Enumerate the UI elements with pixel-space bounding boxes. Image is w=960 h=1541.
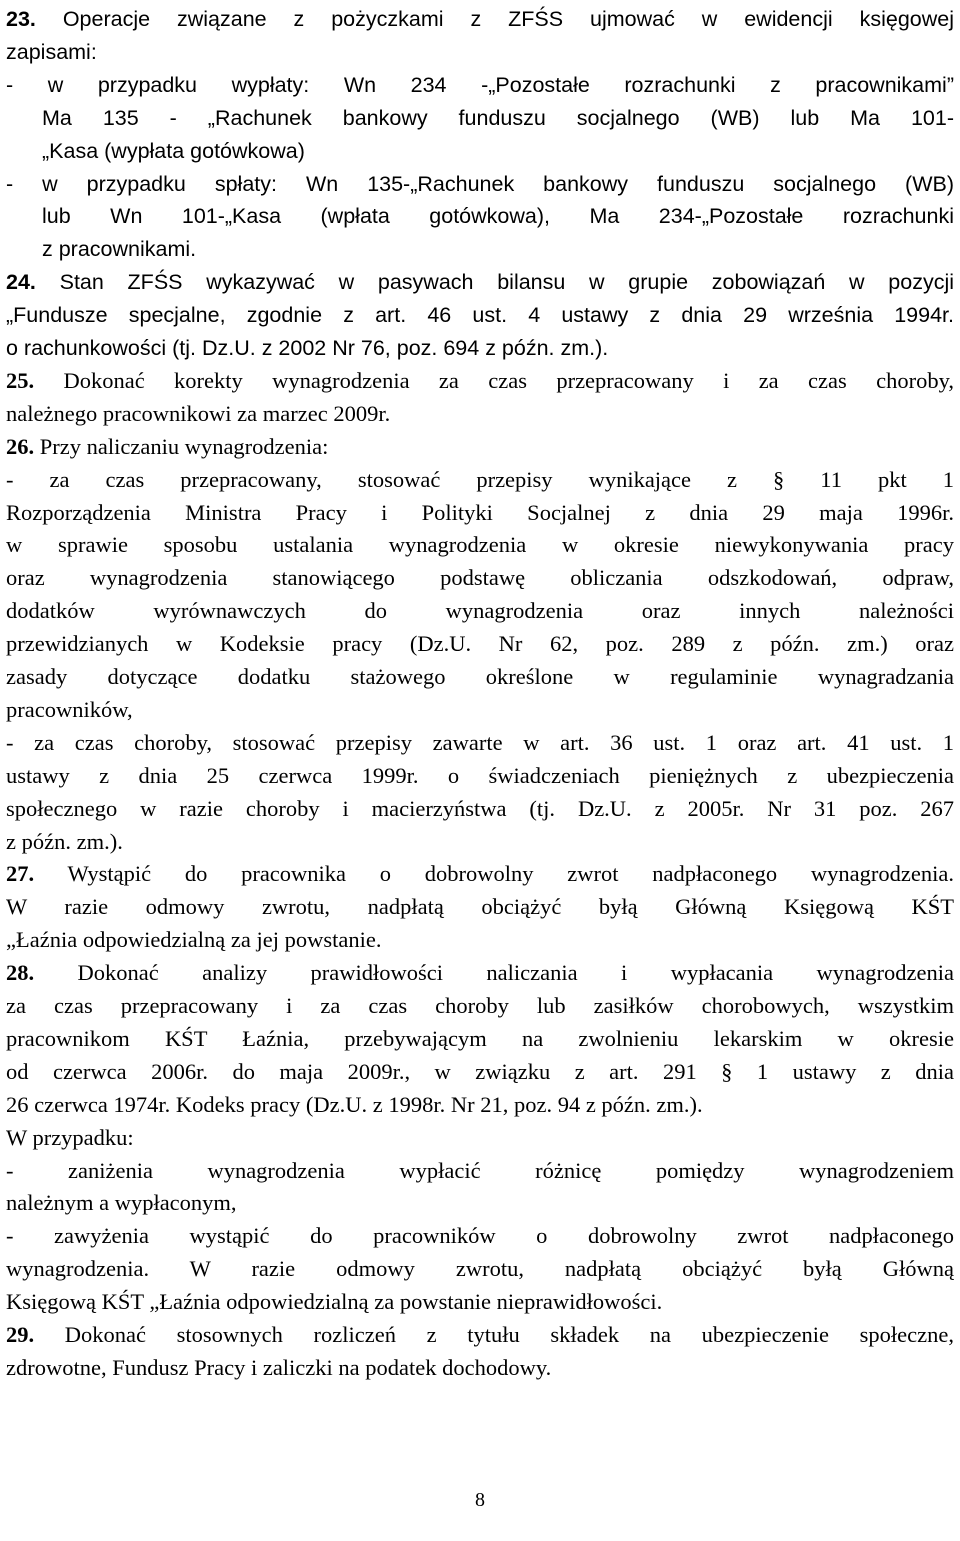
line-text: Księgową KŚT „Łaźnia odpowiedzialną za powstanie nieprawidłowości. xyxy=(6,1289,663,1315)
page-number: 8 xyxy=(475,1489,485,1511)
text-line xyxy=(6,596,954,626)
item-number: 24. xyxy=(6,270,36,295)
line-text: zapisami: xyxy=(6,39,97,64)
line-text: W razie odmowy zwrotu, nadpłatą obciążyć byłą Główną Księgową KŚT xyxy=(6,894,954,920)
line-text: dodatków wyrównawczych do wynagrodzenia oraz innych należności xyxy=(6,598,954,624)
line-text: Dokonać korekty wynagrodzenia za czas przepracowany i za czas choroby, xyxy=(34,367,954,393)
line-text: za czas przepracowany i za czas choroby lub zasiłków chorobowych, wszystkim xyxy=(6,993,954,1018)
line-text: „Łaźnia odpowiedzialną za jej powstanie. xyxy=(6,927,382,953)
line-text: wynagrodzenia. W razie odmowy zwrotu, nadpłatą obciążyć byłą Główną xyxy=(6,1256,954,1282)
text-line xyxy=(6,4,954,34)
line-text: należnym a wypłaconym, xyxy=(6,1190,237,1216)
line-text: Wystąpić do pracownika o dobrowolny zwrot nadpłaconego wynagrodzenia. xyxy=(34,861,954,887)
text-line xyxy=(6,892,954,922)
text-line xyxy=(42,103,954,133)
line-text: oraz wynagrodzenia stanowiącego podstawę obliczania odszkodowań, odpraw, xyxy=(6,565,954,591)
line-text: Przy naliczaniu wynagrodzenia: xyxy=(34,433,329,459)
line-text: z późn. zm.). xyxy=(6,828,123,854)
line-text: - w przypadku wypłaty: Wn 234 -„Pozostałe rozrachunki z pracownikami” xyxy=(6,72,954,97)
text-line xyxy=(42,136,954,166)
text-line xyxy=(6,1287,954,1317)
text-line xyxy=(6,1123,954,1153)
text-line xyxy=(6,333,954,363)
line-text: - za czas przepracowany, stosować przepisy wynikające z § 11 pkt 1 xyxy=(6,466,954,492)
line-text: społecznego w razie choroby i macierzyństwa (tj. Dz.U. z 2005r. Nr 31 poz. 267 xyxy=(6,795,954,821)
text-line xyxy=(6,37,954,67)
text-line xyxy=(6,827,954,857)
line-text: w sprawie sposobu ustalania wynagrodzenia w okresie niewykonywania pracy xyxy=(6,532,954,558)
line-text: „Fundusze specjalne, zgodnie z art. 46 ust. 4 ustawy z dnia 29 września 1994r. xyxy=(6,303,954,328)
text-line xyxy=(6,169,954,199)
text-line xyxy=(6,859,954,889)
text-line xyxy=(6,958,954,988)
line-text: Dokonać analizy prawidłowości naliczania i wypłacania wynagrodzenia xyxy=(34,960,954,986)
text-line xyxy=(6,267,954,297)
item-number: 23. xyxy=(6,7,36,31)
line-text: z pracownikami. xyxy=(42,237,197,262)
line-text: ustawy z dnia 25 czerwca 1999r. o świadczeniach pieniężnych z ubezpieczenia xyxy=(6,762,954,788)
line-text: Dokonać stosownych rozliczeń z tytułu składek na ubezpieczenie społeczne, xyxy=(34,1322,954,1347)
text-line xyxy=(6,991,954,1021)
text-line xyxy=(42,201,954,231)
text-line xyxy=(6,1254,954,1284)
line-text: 26 czerwca 1974r. Kodeks pracy (Dz.U. z 1998r. Nr 21, poz. 94 z późn. zm.). xyxy=(6,1091,703,1117)
line-text: - za czas choroby, stosować przepisy zawarte w art. 36 ust. 1 oraz art. 41 ust. 1 xyxy=(6,729,954,755)
line-text: pracownikom KŚT Łaźnia, przebywającym na zwolnieniu lekarskim w okresie xyxy=(6,1025,954,1051)
line-text: zdrowotne, Fundusz Pracy i zaliczki na podatek dochodowy. xyxy=(6,1354,552,1380)
text-line xyxy=(6,1057,954,1087)
item-number: 29. xyxy=(6,1322,35,1347)
line-text: od czerwca 2006r. do maja 2009r., w związku z art. 291 § 1 ustawy z dnia xyxy=(6,1058,954,1084)
text-line xyxy=(6,498,954,528)
text-line xyxy=(6,1090,954,1120)
text-line xyxy=(6,1353,954,1383)
text-line xyxy=(6,432,954,462)
text-line xyxy=(6,695,954,725)
text-line xyxy=(6,399,954,429)
item-number: 26. xyxy=(6,433,35,459)
line-text: W przypadku: xyxy=(6,1124,134,1150)
line-text: - zaniżenia wynagrodzenia wypłacić różnicę pomiędzy wynagrodzeniem xyxy=(6,1157,954,1183)
line-text: przewidzianych w Kodeksie pracy (Dz.U. Nr 62, poz. 289 z późn. zm.) oraz xyxy=(6,631,954,657)
line-text: Rozporządzenia Ministra Pracy i Polityki Socjalnej z dnia 29 maja 1996r. xyxy=(6,499,954,525)
line-text: Ma 135 - „Rachunek bankowy funduszu socjalnego (WB) lub Ma 101- xyxy=(42,105,954,130)
text-line xyxy=(6,300,954,330)
text-line xyxy=(6,563,954,593)
line-text: „Kasa (wypłata gotówkowa) xyxy=(42,138,305,163)
text-line xyxy=(6,728,954,758)
text-line xyxy=(6,662,954,692)
item-number: 28. xyxy=(6,960,35,986)
line-text: zasady dotyczące dodatku stażowego określone w regulaminie wynagradzania xyxy=(6,664,954,689)
line-text: lub Wn 101-„Kasa (wpłata gotówkowa), Ma 234-„Pozostałe rozrachunki xyxy=(42,204,954,229)
text-line xyxy=(6,1320,954,1350)
line-text: - w przypadku spłaty: Wn 135-„Rachunek bankowy funduszu socjalnego (WB) xyxy=(6,171,954,196)
text-line xyxy=(6,465,954,495)
line-text: Stan ZFŚS wykazywać w pasywach bilansu w grupie zobowiązań w pozycji xyxy=(35,270,954,295)
line-text: należnego pracownikowi za marzec 2009r. xyxy=(6,400,391,426)
item-number: 25. xyxy=(6,367,35,393)
item-number: 27. xyxy=(6,861,35,887)
text-line xyxy=(6,925,954,955)
text-line xyxy=(6,1156,954,1186)
text-line xyxy=(6,366,954,396)
line-text: o rachunkowości (tj. Dz.U. z 2002 Nr 76, poz. 694 z późn. zm.). xyxy=(6,336,609,360)
line-text: - zawyżenia wystąpić do pracowników o dobrowolny zwrot nadpłaconego xyxy=(6,1223,954,1249)
text-line xyxy=(6,1221,954,1251)
text-line xyxy=(6,1024,954,1054)
text-line xyxy=(6,761,954,791)
line-text: Operacje związane z pożyczkami z ZFŚS ujmować w ewidencji księgowej xyxy=(35,7,954,31)
text-line xyxy=(6,794,954,824)
text-line xyxy=(6,1188,954,1218)
text-line xyxy=(6,530,954,560)
text-line xyxy=(6,629,954,659)
line-text: pracowników, xyxy=(6,696,133,722)
text-line xyxy=(6,70,954,100)
text-line xyxy=(42,234,954,264)
